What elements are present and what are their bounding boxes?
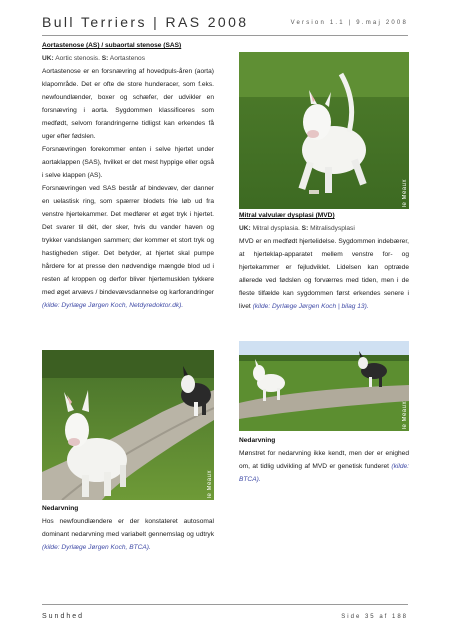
mvd-paragraph: [239, 235, 409, 313]
photo-credit-right-bottom: le Meaux: [402, 400, 408, 429]
as-source: (kilde: Dyrlæge Jørgen Koch, Netdyredoktor.dk).: [42, 302, 184, 309]
document-version: Version 1.1 | 9.maj 2008: [290, 20, 408, 26]
left-inheritance-heading: Nedarvning: [42, 505, 79, 512]
bull-terrier-photo-right-top-image: [239, 52, 409, 209]
right-inheritance-source: (kilde: BTCA).: [239, 463, 409, 483]
mvd-uk-value: Mitral dysplasia.: [250, 225, 302, 232]
mvd-body: MVD er en medfødt hjertelidelse. Sygdommen indebærer, at hjerteklap-apparatet mellem venstre for- og hjertekammer er fejludviklet. Lidelsen kan optræde allerede ved fødslen og forværres med tiden, men i de fleste tilfælde kan sygdommen først erkendes senere i livet: [239, 238, 409, 310]
as-paragraph-3: [42, 182, 214, 312]
mvd-s-label: S:: [301, 225, 309, 232]
as-uk-value: Aortic stenosis.: [53, 55, 102, 62]
as-paragraph-1: Aortastenose er en forsnævring af hovedpuls-åren (aorta) klapområde. Det er ofte de store hunderacer, som f.eks. newfoundlænder, boxer og schæfer, der udvikler en forsnævring i aorta. Sygdommen klassificeres som medfødt, selvom forandringerne tidligst kan erkendes få uger efter fødslen.: [42, 68, 214, 140]
right-inheritance-text: [239, 447, 409, 486]
as-s-label: S:: [101, 55, 109, 62]
as-heading: Aortastenose (AS) / subaortal stenose (SAS): [42, 42, 182, 49]
as-paragraph-3-text: Forsnævringen ved SAS består af bindevæv, der danner en uelastisk ring, som spærrer blodets frie løb ud fra venstre hjertekammer. Det medfører et øget tryk i hjertet. Det svarer til dét, der sker, hvis du vander haven og trykker vandslangen sammen; der kommer et stort tryk og hastigheden stiger. Det betyder, at hjertet skal pumpe hårdere for at presse den nødvendige mængde blod ud i resten af kroppen og derfor bliver hjertemusklen tykkere med øget arvævs / bindevævsdannelse og karforandringer: [42, 185, 214, 296]
right-inheritance-section: [239, 434, 409, 486]
right-inheritance-body: Mønstret for nedarvning ikke kendt, men der er enighed om, at tidlig udvikling af MVD er genetisk funderet: [239, 450, 409, 470]
left-inheritance-source: (kilde: Dyrlæge Jørgen Koch, BTCA).: [42, 544, 151, 551]
right-inheritance-heading: Nedarvning: [239, 437, 276, 444]
left-column-text: [42, 39, 214, 312]
photo-credit-left: le Meaux: [207, 469, 213, 498]
mvd-uk-label: UK:: [239, 225, 251, 232]
header-divider: [42, 35, 408, 36]
footer-section-name: Sundhed: [42, 613, 85, 620]
footer-divider: [42, 604, 408, 605]
mvd-synonyms: [239, 222, 409, 235]
bull-terrier-photo-right-bottom-image: [239, 341, 409, 431]
mvd-s-value: Mitralisdysplasi: [308, 225, 355, 232]
bull-terrier-photo-right-bottom: [239, 341, 409, 431]
as-uk-label: UK:: [42, 55, 54, 62]
right-column-mvd: [239, 209, 409, 313]
as-s-value: Aortastenos: [108, 55, 145, 62]
bull-terrier-photo-left: [42, 350, 214, 500]
document-title: Bull Terriers | RAS 2008: [42, 14, 249, 30]
mvd-source: (kilde: Dyrlæge Jørgen Koch | bilag 13).: [252, 303, 369, 310]
mvd-heading: Mitral valvulær dysplasi (MVD): [239, 212, 335, 219]
left-inheritance-body: Hos newfoundlændere er der konstateret autosomal dominant nedarvning med variabelt gennemslag og udtryk: [42, 518, 214, 538]
photo-credit-right-top: le Meaux: [402, 178, 408, 207]
left-inheritance-section: [42, 502, 214, 554]
footer-page-number: Side 35 af 188: [341, 614, 408, 620]
bull-terrier-photo-right-top: [239, 52, 409, 209]
left-inheritance-text: [42, 515, 214, 554]
as-synonyms: [42, 52, 214, 65]
bull-terrier-photo-left-image: [42, 350, 214, 500]
as-paragraph-2: Forsnævringen forekommer enten i selve hjertet under aortaklappen (SAS), hvilket er det mest hyppige eller også i selve klappen (AS).: [42, 146, 214, 179]
